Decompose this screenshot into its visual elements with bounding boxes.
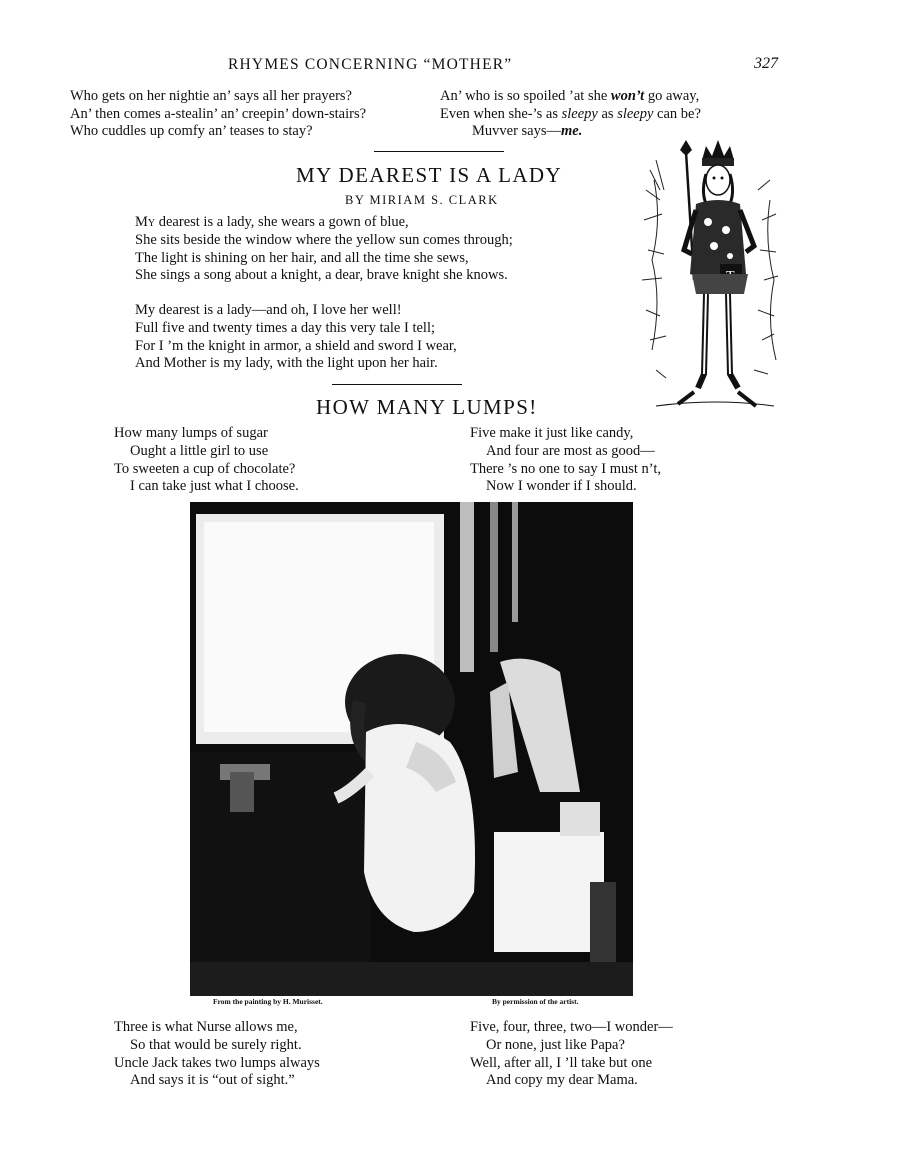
verse-line: An’ then comes a-stealin’ an’ creepin’ down-stairs? (70, 105, 367, 122)
poem-stanza-right (470, 1019, 673, 1090)
poem-byline: BY MIRIAM S. CLARK (345, 193, 499, 207)
poem-stanza-right (470, 425, 661, 496)
poem-title: MY DEAREST IS A LADY (296, 163, 563, 187)
verse-line: Now I wonder if I should. (486, 478, 637, 495)
knight-illustration (636, 130, 788, 422)
verse-line: There ’s no one to say I must n’t, (470, 460, 662, 477)
photo-credit-left: From the painting by H. Murisset. (213, 997, 323, 1006)
verse-line: Or none, just like Papa? (486, 1036, 625, 1053)
verse-line: My dearest is a lady, she wears a gown of blue, (135, 214, 409, 230)
verse-line: An’ who is so spoiled ’at she won’t go away, (440, 88, 700, 104)
verse-line: Who cuddles up comfy an’ teases to stay? (70, 123, 313, 139)
girl-with-chocolate-image-icon (190, 502, 633, 996)
running-title: RHYMES CONCERNING “MOTHER” (228, 56, 513, 73)
poem-stanza-left (114, 1019, 320, 1090)
verse-line: And four are most as good— (486, 442, 655, 459)
verse-line: And Mother is my lady, with the light upon her hair. (135, 355, 438, 372)
verse-line: Muvver says—me. (472, 123, 583, 139)
verse-line: So that would be surely right. (130, 1036, 302, 1053)
verse-line: The light is shining on her hair, and all the time she sews, (135, 249, 469, 266)
painting-photograph (190, 502, 633, 996)
verse-line: To sweeten a cup of chocolate? (114, 460, 296, 477)
verse-line: My dearest is a lady—and oh, I love her well! (135, 302, 402, 318)
poem-stanza-2 (135, 302, 457, 373)
verse-line: Who gets on her nightie an’ says all her prayers? (70, 88, 352, 104)
section-divider (332, 384, 462, 385)
page-header (0, 56, 900, 78)
verse-line: Uncle Jack takes two lumps always (114, 1054, 320, 1071)
verse-line: She sings a song about a knight, a dear, brave knight she knows. (135, 267, 508, 284)
verse-line: She sits beside the window where the yellow sun comes through; (135, 231, 513, 248)
verse-line: Even when she-’s as sleepy as sleepy can be? (440, 105, 701, 122)
verse-line: Ought a little girl to use (130, 442, 269, 459)
verse-line: Five make it just like candy, (470, 425, 634, 441)
top-poem-left-column (70, 88, 366, 141)
poem-stanza-1 (135, 214, 513, 285)
knight-drawing-icon (636, 130, 788, 422)
verse-line: And copy my dear Mama. (486, 1072, 638, 1089)
verse-line: Five, four, three, two—I wonder— (470, 1019, 673, 1035)
verse-line: For I ’m the knight in armor, a shield and sword I wear, (135, 337, 457, 354)
verse-line: And says it is “out of sight.” (130, 1072, 295, 1089)
page-number: 327 (754, 55, 778, 72)
poem-title: HOW MANY LUMPS! (316, 395, 538, 419)
verse-line: Full five and twenty times a day this very tale I tell; (135, 319, 435, 336)
section-divider (374, 151, 504, 152)
verse-line: Three is what Nurse allows me, (114, 1019, 298, 1035)
verse-line: Well, after all, I ’ll take but one (470, 1054, 653, 1071)
photo-credit-right: By permission of the artist. (492, 997, 579, 1006)
poem-stanza-left (114, 425, 299, 496)
verse-line: How many lumps of sugar (114, 425, 268, 441)
verse-line: I can take just what I choose. (130, 478, 299, 495)
